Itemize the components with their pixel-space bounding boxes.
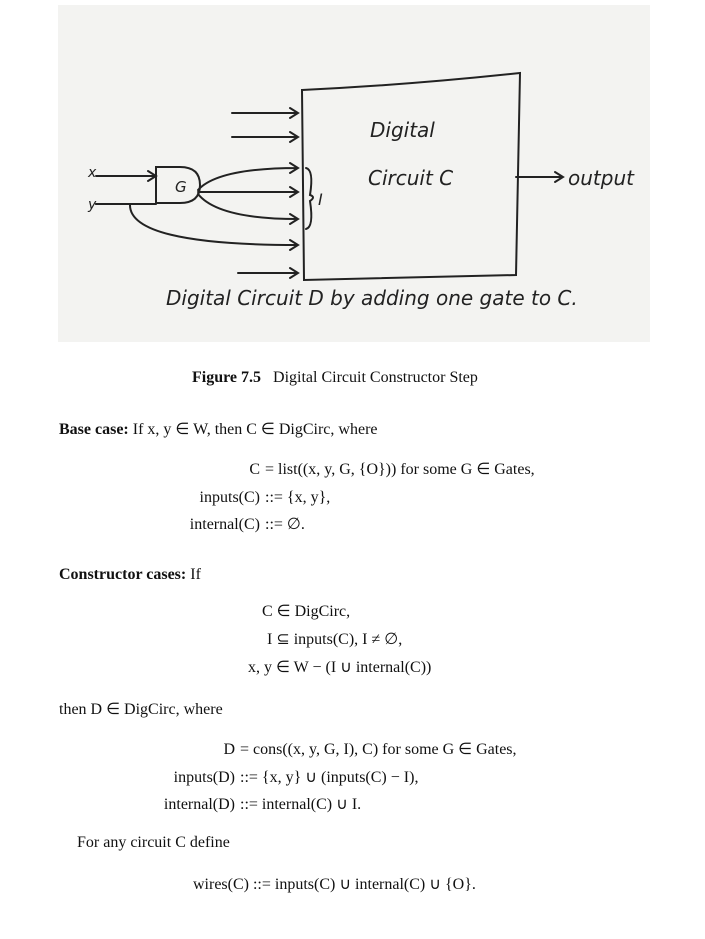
eq-rhs: ::= {x, y}, — [265, 489, 331, 506]
box-label-2: Circuit C — [368, 166, 454, 190]
circuit-sketch-photo — [58, 5, 650, 342]
condition: C ∈ DigCirc, — [262, 603, 351, 620]
brace — [306, 168, 313, 229]
eq-rhs: ::= {x, y} ∪ (inputs(C) − I), — [240, 769, 419, 786]
figure-caption — [192, 368, 478, 388]
then-text: then D ∈ DigCirc, where — [59, 701, 223, 718]
input-x-label: x — [88, 165, 97, 181]
figure-caption-text: Digital Circuit Constructor Step — [273, 369, 478, 386]
base-case-text: If x, y ∈ W, then C ∈ DigCirc, where — [132, 421, 378, 438]
eq-lhs: inputs(D) — [173, 769, 235, 786]
gate-label: G — [175, 178, 187, 196]
constructor-heading: Constructor cases: — [59, 566, 187, 583]
subset-label: I — [318, 190, 323, 209]
define-text: For any circuit C define — [77, 834, 230, 851]
base-case-intro — [59, 420, 378, 440]
output-arrow — [516, 172, 563, 182]
constructor-intro — [59, 565, 201, 585]
box-label-1: Digital — [370, 118, 435, 142]
eq-lhs: internal(C) — [189, 516, 260, 533]
input-y-label: y — [88, 197, 97, 213]
output-label: output — [568, 166, 634, 190]
eq-lhs: inputs(C) — [199, 489, 260, 506]
eq-rhs: = cons((x, y, G, I), C) for some G ∈ Gates, — [240, 741, 517, 758]
input-arrows — [96, 108, 298, 278]
eq-rhs: ::= internal(C) ∪ I. — [240, 796, 362, 813]
eq-rhs: = list((x, y, G, {O})) for some G ∈ Gates, — [265, 461, 535, 478]
wires-definition: wires(C) ::= inputs(C) ∪ internal(C) ∪ {O}. — [193, 876, 476, 893]
constructor-text: If — [190, 566, 201, 583]
condition: I ⊆ inputs(C), I ≠ ∅, — [267, 631, 403, 648]
figure-label: Figure 7.5 — [192, 369, 262, 386]
eq-lhs: D — [223, 741, 235, 758]
eq-lhs: internal(D) — [163, 796, 235, 813]
eq-rhs: ::= ∅. — [265, 516, 305, 533]
condition: x, y ∈ W − (I ∪ internal(C)) — [248, 659, 432, 676]
base-case-heading: Base case: — [59, 421, 129, 438]
handwritten-caption: Digital Circuit D by adding one gate to C. — [166, 286, 578, 310]
eq-lhs: C — [249, 461, 260, 478]
